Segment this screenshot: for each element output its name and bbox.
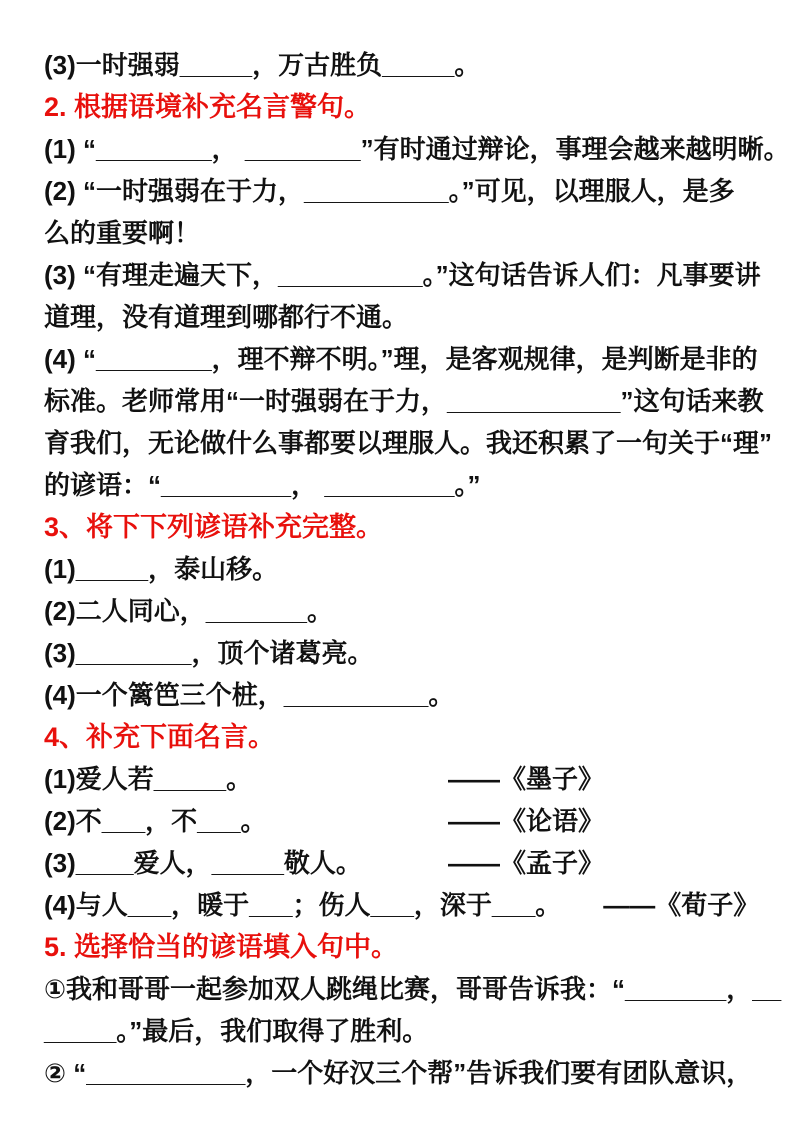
line-text: (3)____爱人，_____敬人。 xyxy=(44,848,362,878)
line-text: 道理，没有道理到哪都行不通。 xyxy=(44,302,409,332)
worksheet-line xyxy=(44,1010,767,1052)
source-citation: ——《孟子》 xyxy=(448,848,605,878)
line-text: 3、将下下列谚语补充完整。 xyxy=(44,512,384,542)
line-text: (4)一个篱笆三个桩，__________。 xyxy=(44,680,455,710)
worksheet-line xyxy=(44,380,767,422)
worksheet-line xyxy=(44,128,790,170)
line-text: 5. 选择恰当的谚语填入句中。 xyxy=(44,932,399,962)
line-text: (4)与人___，暖于___；伤人___，深于___。 xyxy=(44,890,562,920)
section-heading xyxy=(44,86,767,128)
line-text: 么的重要啊！ xyxy=(44,218,201,248)
section-heading xyxy=(44,926,767,968)
line-text: (1)_____，泰山移。 xyxy=(44,554,279,584)
line-text: (4) “________，理不辩不明。”理，是客观规律，是判断是非的 xyxy=(44,344,758,374)
line-text: 育我们，无论做什么事都要以理服人。我还积累了一句关于“理” xyxy=(44,428,773,458)
line-text: (2)二人同心，_______。 xyxy=(44,596,333,626)
line-text: (1) “________， ________”有时通过辩论，事理会越来越明晰。 xyxy=(44,134,790,164)
worksheet-line xyxy=(44,548,767,590)
worksheet-line xyxy=(44,968,782,1010)
line-text: ①我和哥哥一起参加双人跳绳比赛，哥哥告诉我：“_______，__ xyxy=(44,974,782,1004)
worksheet-line xyxy=(44,758,767,800)
line-text: 4、补充下面名言。 xyxy=(44,722,276,752)
worksheet-line xyxy=(44,464,767,506)
line-text: 的谚语：“_________， _________。” xyxy=(44,470,481,500)
worksheet-line xyxy=(44,842,767,884)
worksheet-line xyxy=(44,212,767,254)
source-citation: ——《荀子》 xyxy=(603,890,760,920)
section-heading xyxy=(44,506,767,548)
worksheet-line xyxy=(44,422,773,464)
worksheet-line xyxy=(44,338,767,380)
line-text: (3)________，顶个诸葛亮。 xyxy=(44,638,374,668)
worksheet-line xyxy=(44,674,767,716)
source-citation: ——《墨子》 xyxy=(448,764,605,794)
worksheet-line xyxy=(44,800,767,842)
worksheet-line xyxy=(44,170,767,212)
worksheet-line xyxy=(44,884,767,926)
worksheet-line xyxy=(44,590,767,632)
line-text: (3)一时强弱_____，万古胜负_____。 xyxy=(44,50,481,80)
line-text: 标准。老师常用“一时强弱在于力，____________”这句话来教 xyxy=(44,386,764,416)
source-citation: ——《论语》 xyxy=(448,806,605,836)
line-text: 2. 根据语境补充名言警句。 xyxy=(44,92,372,122)
worksheet-line xyxy=(44,632,767,674)
worksheet-line xyxy=(44,296,767,338)
worksheet-line xyxy=(44,1052,767,1094)
line-text: _____。”最后，我们取得了胜利。 xyxy=(44,1016,429,1046)
section-heading xyxy=(44,716,767,758)
line-text: (3) “有理走遍天下，__________。”这句话告诉人们：凡事要讲 xyxy=(44,260,761,290)
line-text: (2)不___，不___。 xyxy=(44,806,267,836)
line-text: (2) “一时强弱在于力，__________。”可见，以理服人，是多 xyxy=(44,176,735,206)
line-text: (1)爱人若_____。 xyxy=(44,764,253,794)
worksheet-line xyxy=(44,254,767,296)
line-text: ② “___________，一个好汉三个帮”告诉我们要有团队意识， xyxy=(44,1058,753,1088)
worksheet-line xyxy=(44,44,767,86)
